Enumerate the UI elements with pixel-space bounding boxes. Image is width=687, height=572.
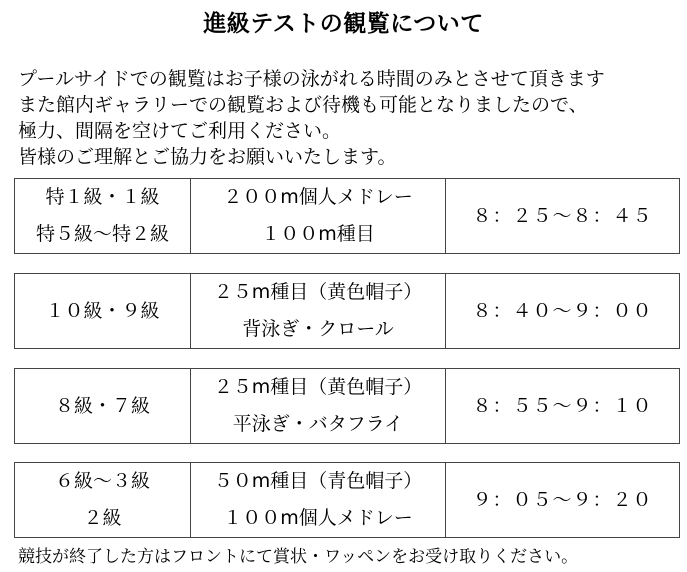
event-line: １００m種目 (261, 223, 375, 245)
page-title: 進級テストの観覧について (203, 11, 484, 37)
table-row (15, 274, 680, 349)
intro-text (18, 66, 683, 170)
intro-line: また館内ギャラリーでの観覧および待機も可能となりましたので、 (18, 94, 588, 116)
schedule-table-4 (14, 462, 680, 538)
intro-line: 極力、間隔を空けてご利用ください。 (18, 120, 342, 142)
time-cell: ８：４０～９：００ (446, 274, 680, 349)
grade-line: ６級～３級 (54, 470, 150, 492)
grade-cell (15, 179, 191, 254)
event-cell (191, 274, 446, 349)
grade-line: ２級 (83, 507, 122, 529)
schedule-table-3 (14, 368, 680, 444)
event-line: ２００m個人メドレー (223, 186, 413, 208)
event-cell (191, 463, 446, 538)
grade-line: １０級・９級 (45, 299, 160, 322)
grade-line: 特５級～特２級 (35, 223, 169, 245)
event-line: ２５m種目（黄色帽子） (213, 376, 423, 398)
event-cell (191, 369, 446, 444)
time-cell: ８：５５～９：１０ (446, 369, 680, 444)
time-cell: ８：２５～８：４５ (446, 179, 680, 254)
schedule-table-1 (14, 178, 680, 254)
event-line: ２５m種目（黄色帽子） (213, 281, 423, 303)
intro-line: 皆様のご理解とご協力をお願いいたします。 (18, 146, 397, 168)
event-line: 背泳ぎ・クロール (242, 318, 394, 340)
event-line: ５０m種目（青色帽子） (213, 470, 423, 492)
event-line: １００m個人メドレー (223, 507, 413, 529)
table-row (15, 463, 680, 538)
grade-cell (15, 463, 191, 538)
footer-note: 競技が終了した方はフロントにて賞状・ワッペンをお受け取りください。 (18, 547, 579, 567)
event-cell (191, 179, 446, 254)
event-line: 平泳ぎ・バタフライ (232, 413, 404, 435)
time-cell: ９：０５～９：２０ (446, 463, 680, 538)
grade-line: 特１級・１級 (45, 186, 160, 208)
schedule-table-2 (14, 273, 680, 349)
intro-line: プールサイドでの観覧はお子様の泳がれる時間のみとさせて頂きます (18, 68, 605, 90)
grade-cell (15, 369, 191, 444)
table-row (15, 179, 680, 254)
grade-line: ８級・７級 (54, 394, 150, 417)
grade-cell (15, 274, 191, 349)
table-row (15, 369, 680, 444)
